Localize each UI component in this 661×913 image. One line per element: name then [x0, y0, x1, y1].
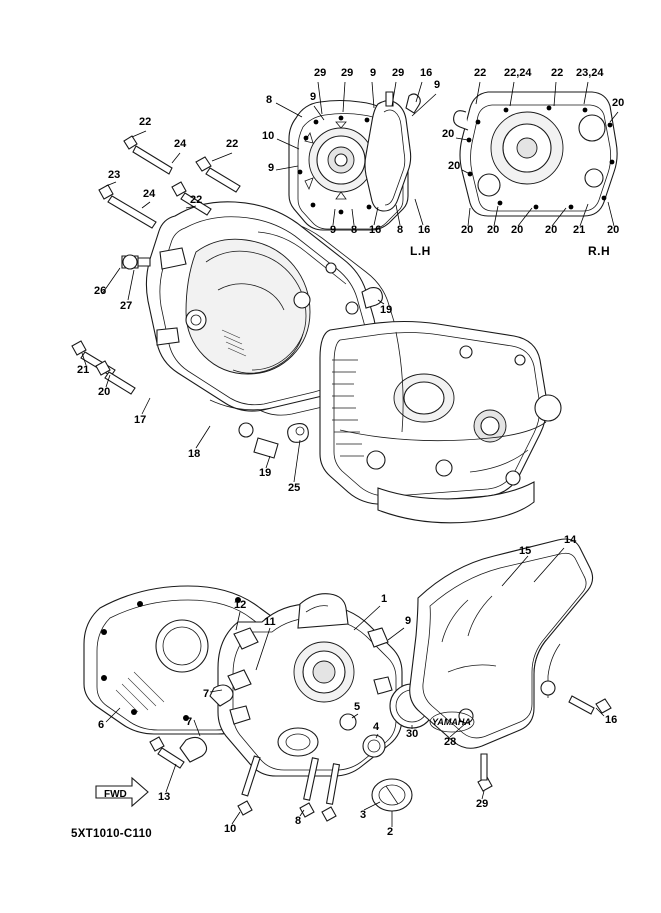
callout-9: 9	[268, 162, 275, 174]
callout-7: 7	[203, 688, 210, 700]
callout-1: 1	[381, 593, 388, 605]
rh-cover-detail-group	[454, 92, 618, 216]
callout-20: 20	[612, 97, 625, 109]
callout-22: 22	[474, 67, 487, 79]
section-label-left-hand: L.H	[410, 244, 431, 258]
callout-20: 20	[607, 224, 620, 236]
callout-8: 8	[397, 224, 404, 236]
callout-4: 4	[373, 721, 380, 733]
callout-23-24: 23,24	[576, 67, 604, 79]
callout-29: 29	[314, 67, 327, 79]
callout-8: 8	[351, 224, 358, 236]
callout-5: 5	[354, 701, 361, 713]
callout-20: 20	[442, 128, 455, 140]
callout-18: 18	[188, 448, 201, 460]
callout-19: 19	[380, 304, 393, 316]
callout-22: 22	[139, 116, 152, 128]
callout-20: 20	[461, 224, 474, 236]
callout-12: 12	[234, 599, 247, 611]
callout-3: 3	[360, 809, 367, 821]
callout-8: 8	[295, 815, 302, 827]
callout-10: 10	[262, 130, 275, 142]
callout-22: 22	[190, 194, 203, 206]
yamaha-brand-label: YAMAHA	[432, 717, 471, 727]
callout-26: 26	[94, 285, 107, 297]
section-label-right-hand: R.H	[588, 244, 611, 258]
callout-17: 17	[134, 414, 147, 426]
callout-29: 29	[476, 798, 489, 810]
callout-13: 13	[158, 791, 171, 803]
callout-14: 14	[564, 534, 577, 546]
callout-7: 7	[186, 716, 193, 728]
callout-2: 2	[387, 826, 394, 838]
callout-11: 11	[264, 616, 276, 628]
callout-30: 30	[406, 728, 419, 740]
callout-15: 15	[519, 545, 532, 557]
callout-16: 16	[605, 714, 618, 726]
callout-16: 16	[369, 224, 382, 236]
callout-20: 20	[545, 224, 558, 236]
callout-9: 9	[370, 67, 377, 79]
callout-9: 9	[330, 224, 337, 236]
callout-20: 20	[98, 386, 111, 398]
callout-6: 6	[98, 719, 105, 731]
callout-9: 9	[434, 79, 441, 91]
callout-27: 27	[120, 300, 133, 312]
callout-24: 24	[174, 138, 187, 150]
callout-10: 10	[224, 823, 237, 835]
callout-25: 25	[288, 482, 301, 494]
callout-20: 20	[511, 224, 524, 236]
callout-28: 28	[444, 736, 457, 748]
diagram-code: 5XT1010-C110	[71, 828, 152, 840]
callout-20: 20	[448, 160, 461, 172]
crankcase-assembly-group	[320, 322, 561, 523]
callout-29: 29	[341, 67, 354, 79]
callout-9: 9	[310, 91, 317, 103]
callout-8: 8	[266, 94, 273, 106]
callout-16: 16	[420, 67, 433, 79]
callout-20: 20	[487, 224, 500, 236]
callout-19: 19	[259, 467, 272, 479]
lh-cover-detail-group	[289, 92, 420, 230]
callout-29: 29	[392, 67, 405, 79]
callout-21: 21	[77, 364, 90, 376]
callout-21: 21	[573, 224, 586, 236]
callout-22: 22	[226, 138, 239, 150]
callout-16: 16	[418, 224, 431, 236]
fwd-label: FWD	[104, 789, 127, 800]
callout-22: 22	[551, 67, 564, 79]
callout-24: 24	[143, 188, 156, 200]
callout-23: 23	[108, 169, 121, 181]
callout-22-24: 22,24	[504, 67, 532, 79]
callout-9: 9	[405, 615, 412, 627]
drain-plug-group	[122, 255, 150, 269]
